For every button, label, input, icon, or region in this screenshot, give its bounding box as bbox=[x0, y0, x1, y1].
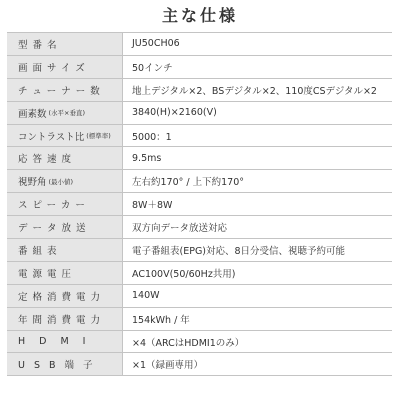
spec-label-text: 応答速度 bbox=[18, 154, 77, 166]
spec-value: ×1（録画専用） bbox=[132, 360, 204, 372]
spec-label bbox=[7, 285, 123, 307]
spec-label bbox=[7, 56, 123, 78]
spec-row-contrast bbox=[7, 125, 392, 148]
spec-label-text: 型番名 bbox=[18, 39, 62, 51]
spec-value: 左右約170° / 上下約170° bbox=[132, 177, 245, 189]
spec-label-text: チューナー数 bbox=[18, 85, 105, 97]
spec-row-epg bbox=[7, 239, 392, 262]
spec-row-response bbox=[7, 147, 392, 170]
spec-value: 8W＋8W bbox=[132, 200, 173, 212]
spec-label-text: 電源電圧 bbox=[18, 268, 77, 280]
spec-value: 3840(H)×2160(V) bbox=[132, 107, 217, 119]
spec-table bbox=[7, 32, 392, 376]
spec-label bbox=[7, 170, 123, 192]
spec-label-text: コントラスト比 bbox=[18, 131, 85, 143]
spec-label-text: スピーカー bbox=[18, 200, 90, 212]
spec-label bbox=[7, 33, 123, 55]
spec-value: JU50CH06 bbox=[132, 38, 180, 50]
spec-label-text: データ放送 bbox=[18, 223, 91, 235]
spec-value: 電子番組表(EPG)対応、8日分受信、視聴予約可能 bbox=[132, 245, 346, 257]
spec-label-text: 画面サイズ bbox=[18, 62, 90, 74]
spec-label bbox=[7, 331, 123, 353]
spec-label-text: 番組表 bbox=[18, 245, 62, 257]
spec-value: 9.5ms bbox=[132, 152, 162, 164]
spec-label bbox=[7, 147, 123, 169]
spec-row-speaker bbox=[7, 193, 392, 216]
spec-label-text: HDMI bbox=[18, 336, 100, 348]
spec-label bbox=[7, 193, 123, 215]
spec-value: AC100V(50/60Hz共用) bbox=[132, 268, 236, 280]
spec-value: 双方向データ放送対応 bbox=[132, 223, 228, 235]
spec-value: ×4（ARCはHDMI1のみ） bbox=[132, 337, 245, 349]
spec-label-text: 年間消費電力 bbox=[18, 314, 106, 326]
spec-label bbox=[7, 353, 123, 375]
spec-label-text: 画素数 bbox=[18, 108, 47, 120]
spec-row-rated-power bbox=[7, 285, 392, 308]
spec-label-text: USB端子 bbox=[18, 360, 102, 372]
spec-label bbox=[7, 102, 123, 124]
spec-label bbox=[7, 262, 123, 284]
spec-value: 5000：1 bbox=[132, 131, 172, 143]
spec-label bbox=[7, 239, 123, 261]
page-title: 主な仕様 bbox=[161, 6, 238, 25]
spec-value: 140W bbox=[132, 290, 160, 302]
spec-label bbox=[7, 216, 123, 238]
spec-row-viewing-angle bbox=[7, 170, 392, 193]
spec-label bbox=[7, 125, 123, 147]
spec-row-screen-size bbox=[7, 56, 392, 79]
spec-label bbox=[7, 308, 123, 330]
spec-row-usb bbox=[7, 353, 392, 376]
spec-label-text: 定格消費電力 bbox=[18, 291, 106, 303]
spec-row-data-broadcast bbox=[7, 216, 392, 239]
spec-label-text: 視野角 bbox=[18, 177, 47, 189]
spec-value: 50インチ bbox=[132, 62, 173, 74]
spec-label-sub: (水平×垂直) bbox=[48, 109, 86, 118]
spec-row-voltage bbox=[7, 262, 392, 285]
spec-label-sub: (標準率) bbox=[86, 132, 111, 140]
spec-row-model bbox=[7, 33, 392, 56]
spec-label bbox=[7, 79, 123, 101]
spec-row-tuners bbox=[7, 79, 392, 102]
spec-label-sub: (最小値) bbox=[48, 177, 74, 186]
spec-row-resolution bbox=[7, 102, 392, 125]
spec-value: 154kWh / 年 bbox=[132, 314, 190, 326]
spec-row-hdmi bbox=[7, 331, 392, 354]
spec-value: 地上デジタル×2、BSデジタル×2、110度CSデジタル×2 bbox=[132, 85, 377, 97]
spec-row-annual-power bbox=[7, 308, 392, 331]
